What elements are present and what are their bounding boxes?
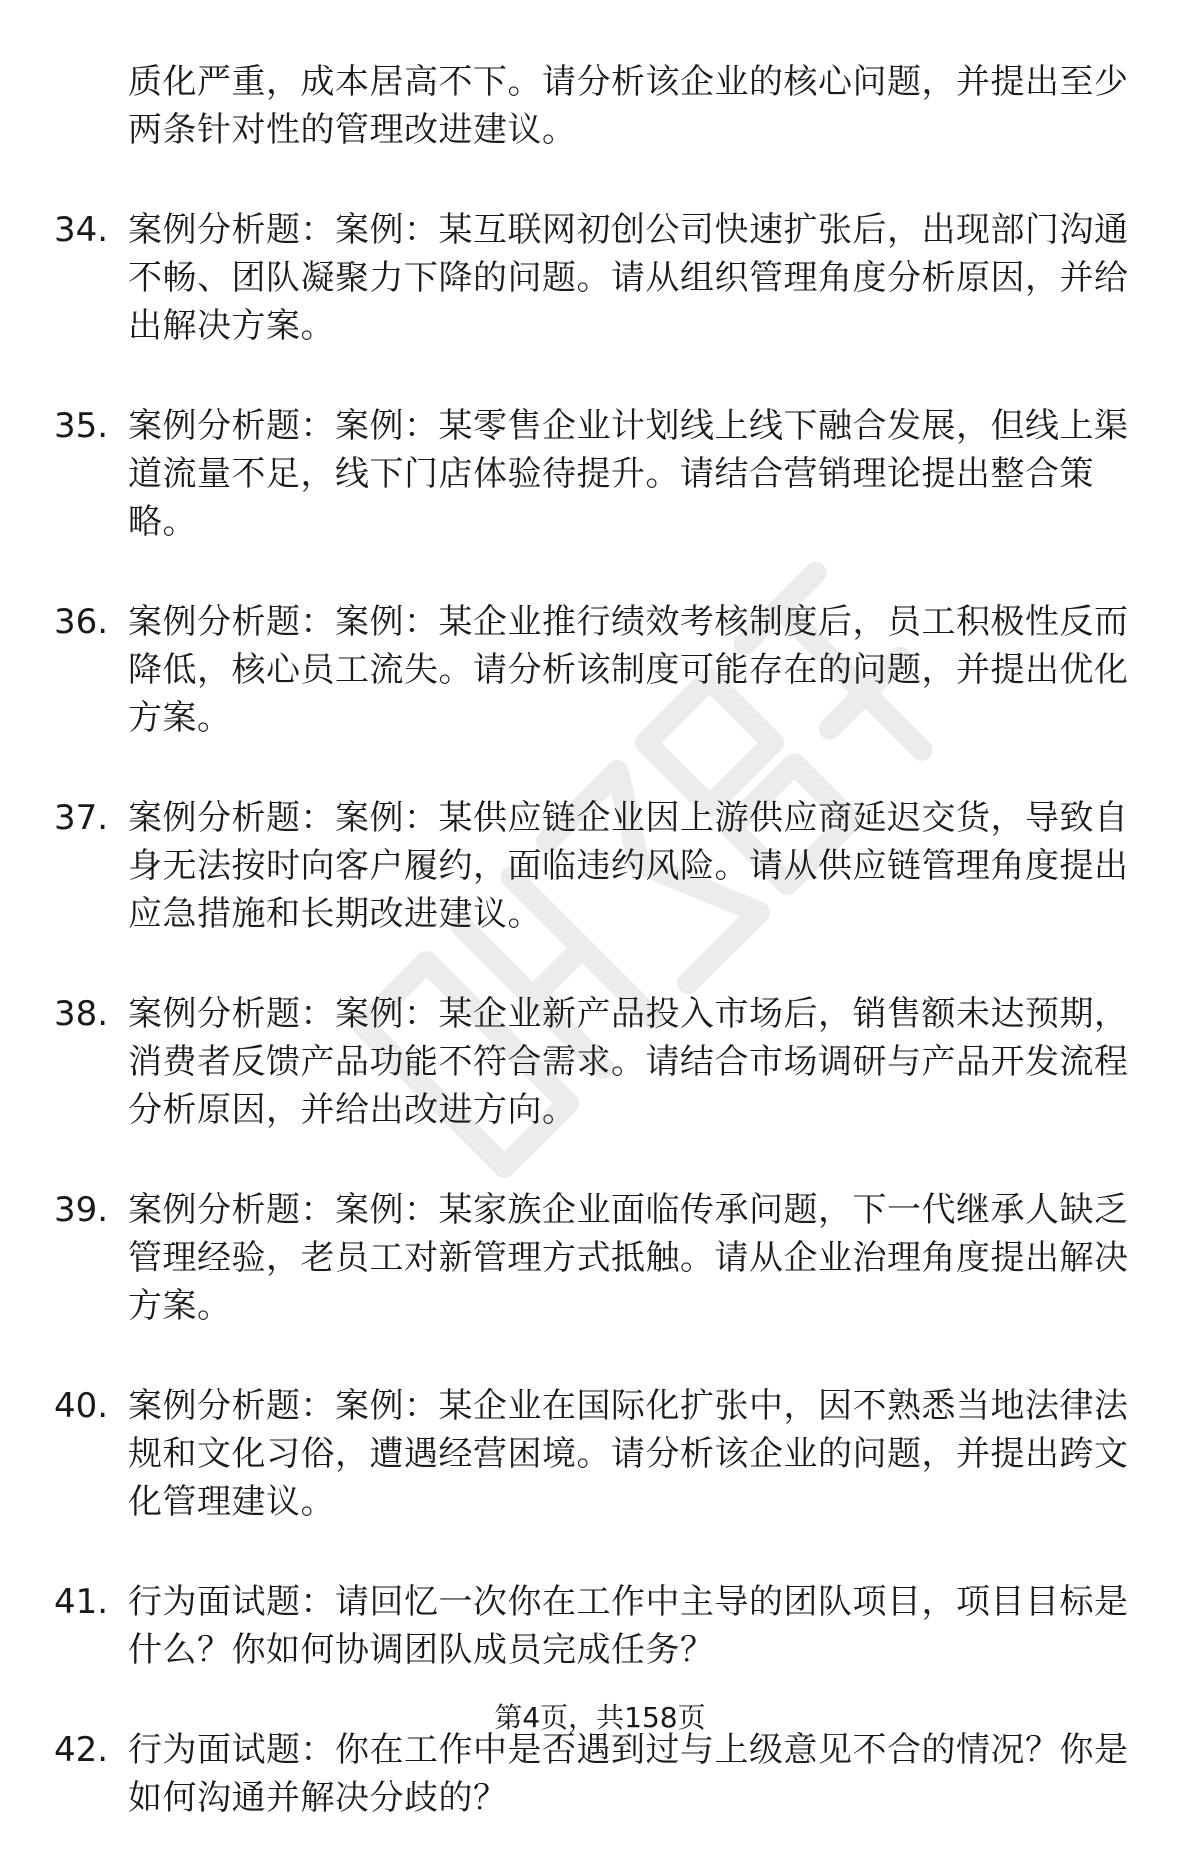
question-number: 37. <box>54 798 109 838</box>
question-text: 案例分析题：案例：某企业推行绩效考核制度后，员工积极性反而降低，核心员工流失。请分析该制度可能存在的问题，并提出优化方案。 <box>128 602 1129 738</box>
question-number: 42. <box>54 1730 109 1770</box>
question-number: 41. <box>54 1582 109 1622</box>
question-item-37 <box>0 794 1200 938</box>
question-text: 案例分析题：案例：某家族企业面临传承问题，下一代继承人缺乏管理经验，老员工对新管理方式抵触。请从企业治理角度提出解决方案。 <box>128 1190 1129 1326</box>
question-item-42 <box>0 1726 1200 1822</box>
question-text: 案例分析题：案例：某互联网初创公司快速扩张后，出现部门沟通不畅、团队凝聚力下降的问题。请从组织管理角度分析原因，并给出解决方案。 <box>128 210 1129 346</box>
question-number: 39. <box>54 1190 109 1230</box>
question-number: 35. <box>54 406 109 446</box>
question-number: 34. <box>54 210 109 250</box>
question-text: 行为面试题：请回忆一次你在工作中主导的团队项目，项目目标是什么？你如何协调团队成员完成任务？ <box>128 1582 1129 1670</box>
question-item-38 <box>0 990 1200 1134</box>
page-footer: 第4页，共158页 <box>494 1701 706 1734</box>
question-number: 40. <box>54 1386 109 1426</box>
continuation-paragraph: 质化严重，成本居高不下。请分析该企业的核心问题，并提出至少两条针对性的管理改进建议。 <box>128 62 1129 150</box>
question-text: 行为面试题：你在工作中是否遇到过与上级意见不合的情况？你是如何沟通并解决分歧的？ <box>128 1730 1129 1818</box>
question-text: 案例分析题：案例：某企业在国际化扩张中，因不熟悉当地法律法规和文化习俗，遭遇经营困境。请分析该企业的问题，并提出跨文化管理建议。 <box>128 1386 1129 1522</box>
question-text: 案例分析题：案例：某企业新产品投入市场后，销售额未达预期，消费者反馈产品功能不符合需求。请结合市场调研与产品开发流程分析原因，并给出改进方向。 <box>128 994 1129 1130</box>
question-item-35 <box>0 402 1200 546</box>
question-item-34 <box>0 206 1200 350</box>
question-item-39 <box>0 1186 1200 1330</box>
question-item-41 <box>0 1578 1200 1674</box>
question-number: 38. <box>54 994 109 1034</box>
question-list <box>0 58 1200 1874</box>
question-text: 案例分析题：案例：某供应链企业因上游供应商延迟交货，导致自身无法按时向客户履约，面临违约风险。请从供应链管理角度提出应急措施和长期改进建议。 <box>128 798 1129 934</box>
question-number: 36. <box>54 602 109 642</box>
question-item-36 <box>0 598 1200 742</box>
question-text: 案例分析题：案例：某零售企业计划线上线下融合发展，但线上渠道流量不足，线下门店体验待提升。请结合营销理论提出整合策略。 <box>128 406 1129 542</box>
question-item-40 <box>0 1382 1200 1526</box>
